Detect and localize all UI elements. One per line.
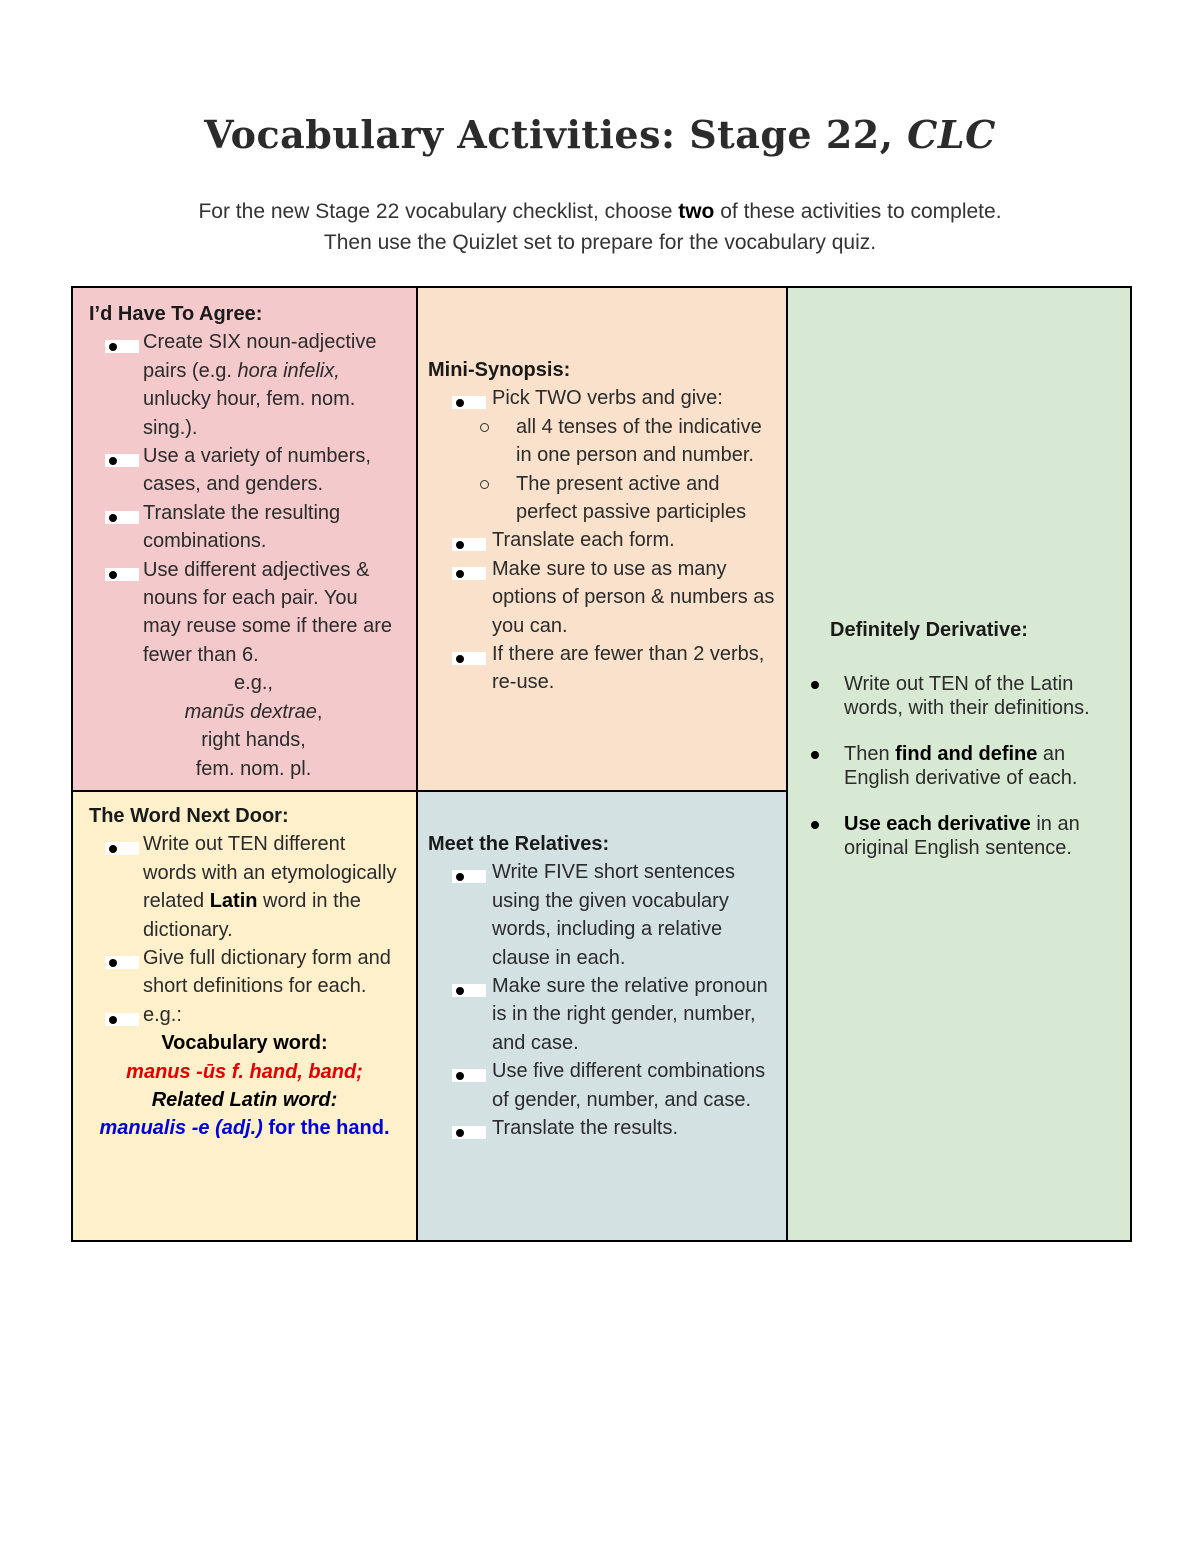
list-item: Write out TEN different words with an etymologically related Latin word in the dictionary. — [89, 830, 402, 944]
derivative-heading: Definitely Derivative: — [830, 619, 1028, 641]
bullet-icon — [105, 842, 139, 855]
bullet-icon — [105, 511, 139, 524]
list-item: Write out TEN of the Latin words, with their definitions. — [844, 672, 1116, 720]
bullet-icon — [452, 1126, 486, 1139]
bullet-icon — [105, 1013, 139, 1026]
cell-word-next-door — [73, 792, 418, 1240]
list-item: Then find and define an English derivative of each. — [844, 742, 1116, 790]
bullet-icon — [452, 567, 486, 580]
list-item: Translate each form. — [428, 526, 776, 554]
bullet-icon — [452, 396, 486, 409]
synopsis-list-2 — [428, 526, 776, 696]
agree-list — [89, 328, 398, 783]
bullet-icon — [452, 1069, 486, 1082]
list-item: The present active and perfect passive participles — [480, 470, 776, 527]
cell-relatives — [418, 792, 788, 1240]
list-item: e.g.: — [89, 1001, 402, 1029]
list-item: If there are fewer than 2 verbs, re-use. — [428, 640, 776, 697]
synopsis-list — [428, 384, 776, 412]
synopsis-sublist — [428, 413, 776, 527]
title-main: Vocabulary Activities: Stage 22, — [204, 112, 908, 157]
bullet-icon — [452, 984, 486, 997]
bullet-icon — [452, 652, 486, 665]
list-item: Write FIVE short sentences using the given vocabulary words, including a relative clause in each. — [428, 858, 776, 972]
bullet-icon — [452, 870, 486, 883]
title-italic: CLC — [907, 112, 996, 157]
intro-line-2: Then use the Quizlet set to prepare for the vocabulary quiz. — [323, 231, 877, 254]
agree-example: e.g., manūs dextrae, right hands, fem. nom. pl. — [184, 672, 323, 780]
list-item: Pick TWO verbs and give: — [428, 384, 776, 412]
list-item: Use a variety of numbers, cases, and genders. — [89, 442, 398, 499]
list-item: Give full dictionary form and short definitions for each. — [89, 944, 402, 1001]
door-example: Vocabulary word: manus -ūs f. hand, band; Related Latin word: manualis -e (adj.) for the hand. — [99, 1032, 390, 1140]
circle-bullet-icon — [480, 423, 489, 432]
bullet-icon — [452, 538, 486, 551]
bullet-icon — [811, 821, 819, 829]
page-title — [0, 112, 1200, 157]
bullet-icon — [105, 568, 139, 581]
list-item: Use each derivative in an original English sentence. — [844, 812, 1116, 860]
list-item: Use different adjectives & nouns for each pair. You may reuse some if there are fewer than 6. e.g., manūs dextrae, right hands, fem. nom. pl. — [89, 556, 398, 783]
door-list — [89, 830, 402, 1029]
door-heading: The Word Next Door: — [89, 805, 289, 827]
list-item: all 4 tenses of the indicative in one person and number. — [480, 413, 776, 470]
cell-synopsis — [418, 288, 788, 792]
list-item: Make sure the relative pronoun is in the right gender, number, and case. — [428, 972, 776, 1057]
synopsis-heading: Mini-Synopsis: — [428, 359, 571, 381]
derivative-list — [844, 672, 1116, 860]
circle-bullet-icon — [480, 480, 489, 489]
relatives-heading: Meet the Relatives: — [428, 833, 610, 855]
cell-derivative — [788, 288, 1130, 1240]
bullet-icon — [105, 956, 139, 969]
list-item: Translate the resulting combinations. — [89, 499, 398, 556]
relatives-list — [428, 858, 776, 1142]
bullet-icon — [105, 340, 139, 353]
cell-agree — [73, 288, 418, 792]
list-item: Use five different combinations of gender, number, and case. — [428, 1057, 776, 1114]
intro-line-1: For the new Stage 22 vocabulary checklist, choose two of these activities to complete. — [198, 200, 1002, 223]
activity-grid — [71, 286, 1132, 1242]
list-item: Create SIX noun-adjective pairs (e.g. hora infelix, unlucky hour, fem. nom. sing.). — [89, 328, 398, 442]
bullet-icon — [811, 681, 819, 689]
list-item: Translate the results. — [428, 1114, 776, 1142]
agree-heading: I’d Have To Agree: — [89, 303, 263, 325]
bullet-icon — [105, 454, 139, 467]
bullet-icon — [811, 751, 819, 759]
intro-text — [0, 196, 1200, 258]
list-item: Make sure to use as many options of person & numbers as you can. — [428, 555, 776, 640]
